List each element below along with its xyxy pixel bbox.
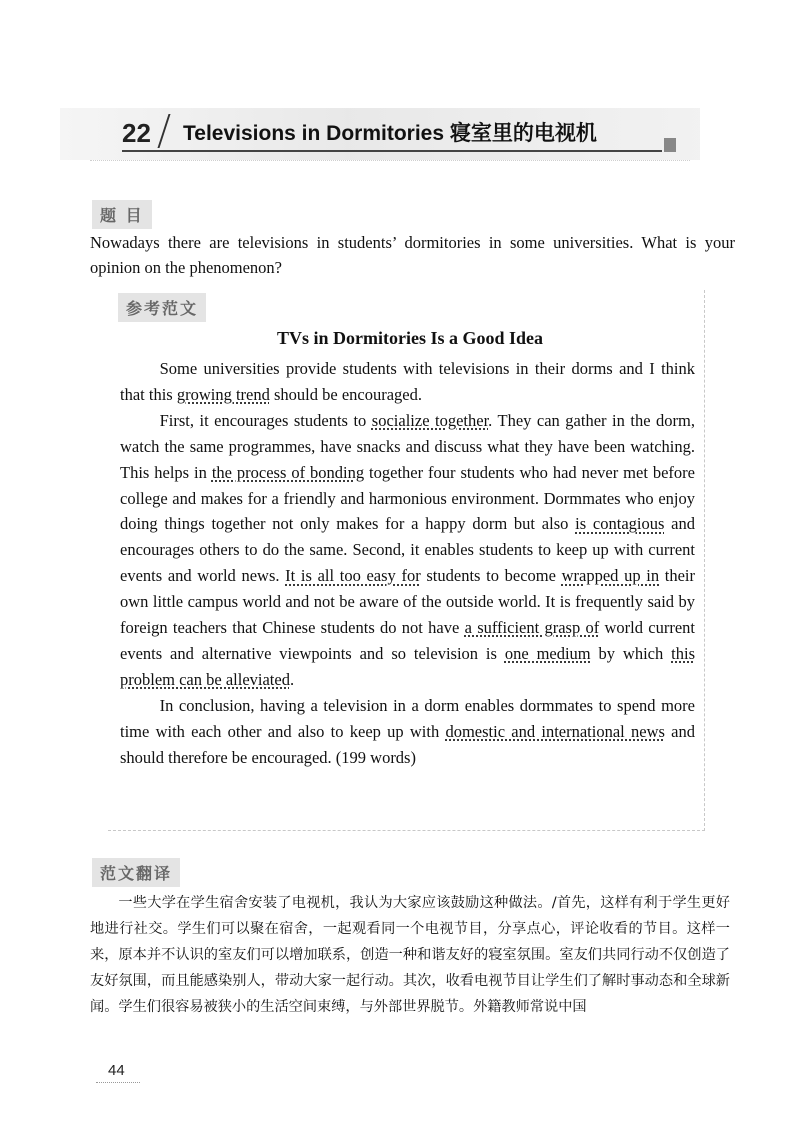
essay-text: and encourages others to do the same. Second, it enables students to keep up with current events and world news.	[120, 514, 695, 586]
essay-text: Some universities provide students with televisions in their dorms and I think that this	[120, 359, 695, 404]
translation-section-label: 范文翻译	[92, 858, 180, 887]
essay-highlight-phrase: wrapped up in	[561, 566, 660, 586]
essay-paragraph-1	[120, 356, 695, 408]
essay-highlight-phrase: this problem can be alleviated	[120, 643, 695, 689]
essay-title: TVs in Dormitories Is a Good Idea	[276, 328, 543, 348]
essay-text: world current events and alternative viewpoints and so television is	[120, 618, 695, 663]
essay-highlight-phrase: one medium	[504, 643, 591, 663]
translation-body	[90, 890, 730, 1020]
essay-highlight-phrase: the process of bonding	[211, 462, 365, 482]
essay-highlight-phrase: socialize together	[371, 410, 489, 430]
essay-text: students to become	[420, 566, 562, 586]
essay-paragraph-2	[120, 408, 695, 693]
chapter-underline	[122, 150, 662, 152]
chapter-bleed-through	[90, 160, 690, 171]
chapter-number: 22	[122, 118, 151, 148]
essay-paragraph-3	[120, 693, 695, 771]
essay-text: .	[289, 669, 295, 689]
translation-paragraph: 一些大学在学生宿舍安装了电视机，我认为大家应该鼓励这种做法。/首先，这样有利于学生更好地进行社交。学生们可以聚在宿舍，一起观看同一个电视节目，分享点心，评论收看的节目。这样一来，原本并不认识的室友们可以增加联系，创造一种和谐友好的寝室氛围。室友们共同行动不仅创造了友好氛围，而且能感染别人，带动大家一起行动。其次，收看电视节目让学生们了解时事动态和全球新闻。学生们很容易被狭小的生活空间束缚，与外部世界脱节。外籍教师常说中国	[90, 895, 730, 1015]
sample-essay-label: 参考范文	[118, 293, 206, 322]
page-number-underline	[96, 1082, 140, 1084]
essay-text: First, it encourages students to	[159, 410, 372, 430]
essay-text: In conclusion, having a television in a dorm enables dormmates to spend more time with each other and also to keep up with	[120, 695, 695, 741]
essay-highlight-phrase: domestic and international news	[445, 721, 665, 741]
page-number: 44	[108, 1062, 125, 1079]
essay-text: by which	[590, 643, 672, 663]
essay-text: their own little campus world and not be aware of the outside world. It is frequently said by foreign teachers that Chinese students do not have	[120, 566, 695, 638]
essay-text: . They can gather in the dorm, watch the same programmes, have snacks and discuss what they have been watching. This helps in	[120, 410, 695, 482]
essay-body	[120, 356, 695, 771]
essay-text: together four students who had never met before college and makes for a friendly and harmonious environment. Dormmates who enjoy doing things together not only makes for a happy dorm but also	[120, 462, 695, 534]
essay-highlight-phrase: growing trend	[176, 384, 270, 404]
essay-text: and should therefore be encouraged. (199 words)	[120, 721, 695, 767]
prompt-text: Nowadays there are televisions in students’ dormitories in some universities. What is your opinion on the phenomenon?	[90, 233, 735, 277]
essay-highlight-phrase: It is all too easy for	[285, 566, 421, 586]
chapter-title: Televisions in Dormitories 寝室里的电视机	[183, 122, 597, 145]
prompt-section-label: 题 目	[92, 200, 152, 229]
essay-highlight-phrase: is contagious	[575, 514, 665, 534]
chapter-corner-mark	[664, 138, 676, 152]
essay-text: should be encouraged.	[269, 384, 422, 404]
essay-highlight-phrase: a sufficient grasp of	[464, 618, 600, 638]
